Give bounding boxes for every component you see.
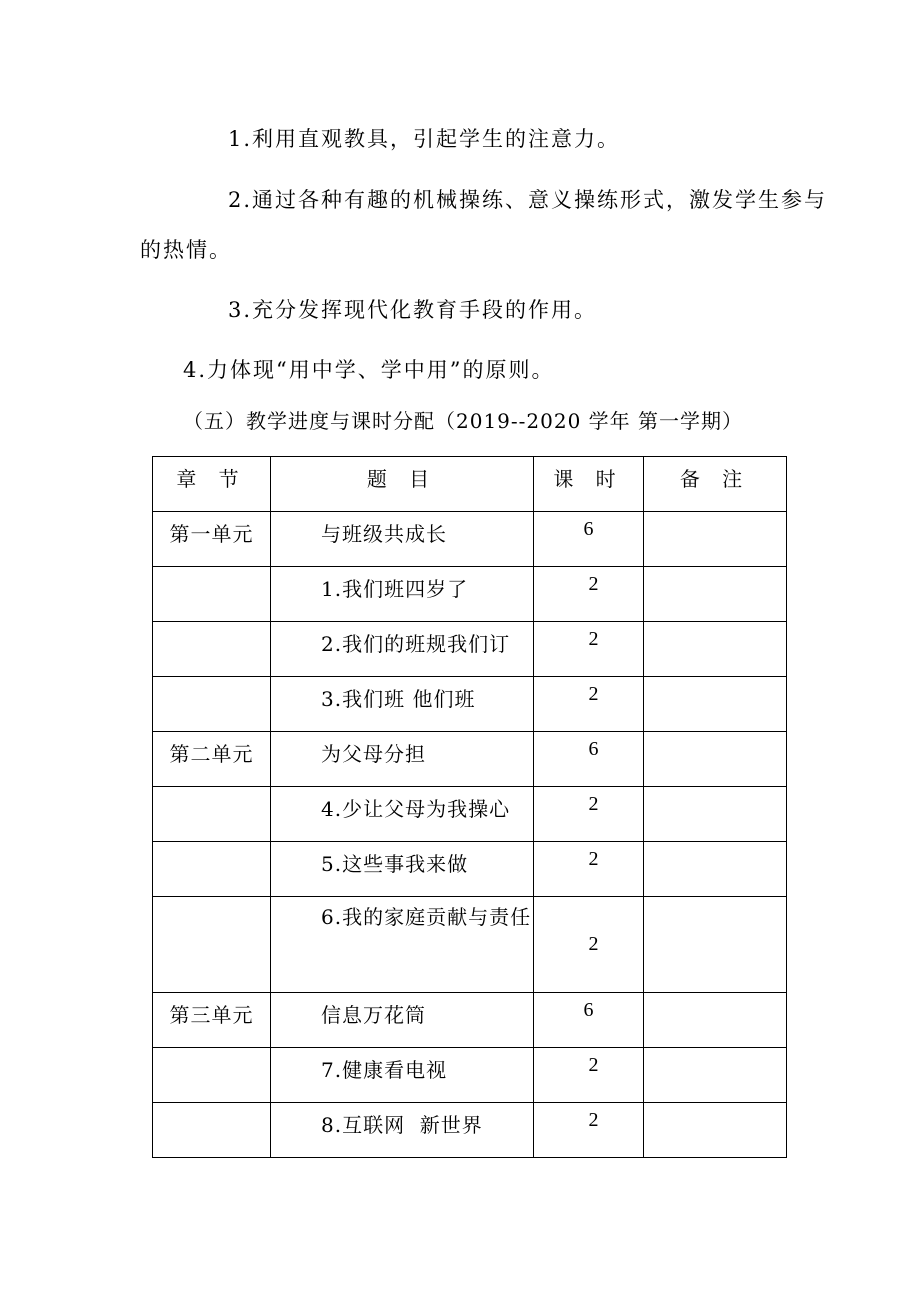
table-row bbox=[153, 787, 787, 842]
paragraph-3: 3.充分发挥现代化教育手段的作用。 bbox=[228, 298, 598, 322]
note-cell bbox=[644, 897, 787, 993]
note-cell bbox=[644, 732, 787, 787]
paragraph-1: 1.利用直观教具，引起学生的注意力。 bbox=[228, 127, 621, 151]
topic-cell: 8.互联网 新世界 bbox=[271, 1103, 534, 1158]
unit-cell bbox=[153, 567, 271, 622]
unit-cell bbox=[153, 622, 271, 677]
table-row bbox=[153, 1103, 787, 1158]
table-row bbox=[153, 622, 787, 677]
topic-cell: 6.我的家庭贡献与责任 bbox=[271, 897, 534, 993]
hours-cell: 2 bbox=[534, 622, 644, 677]
unit-cell bbox=[153, 842, 271, 897]
header-topic: 题 目 bbox=[271, 457, 534, 512]
schedule-table bbox=[152, 456, 787, 1158]
unit-cell: 第三单元 bbox=[153, 993, 271, 1048]
note-cell bbox=[644, 512, 787, 567]
note-cell bbox=[644, 842, 787, 897]
hours-cell: 2 bbox=[534, 787, 644, 842]
topic-cell: 3.我们班 他们班 bbox=[271, 677, 534, 732]
table-row bbox=[153, 1048, 787, 1103]
hours-cell: 6 bbox=[534, 732, 644, 787]
hours-cell: 2 bbox=[534, 1103, 644, 1158]
unit-cell: 第一单元 bbox=[153, 512, 271, 567]
hours-cell: 2 bbox=[534, 897, 644, 993]
unit-cell bbox=[153, 897, 271, 993]
paragraph-4: 4.力体现“用中学、学中用”的原则。 bbox=[183, 358, 555, 382]
note-cell bbox=[644, 993, 787, 1048]
note-cell bbox=[644, 622, 787, 677]
note-cell bbox=[644, 1048, 787, 1103]
topic-cell: 信息万花筒 bbox=[271, 993, 534, 1048]
topic-cell: 与班级共成长 bbox=[271, 512, 534, 567]
table-row bbox=[153, 567, 787, 622]
topic-cell: 4.少让父母为我操心 bbox=[271, 787, 534, 842]
note-cell bbox=[644, 1103, 787, 1158]
hours-cell: 2 bbox=[534, 567, 644, 622]
header-chapter: 章 节 bbox=[153, 457, 271, 512]
paragraph-2-line-2: 的热情。 bbox=[140, 238, 232, 262]
table-row bbox=[153, 897, 787, 993]
unit-cell bbox=[153, 787, 271, 842]
paragraph-2-line-1: 2.通过各种有趣的机械操练、意义操练形式，激发学生参与 bbox=[228, 188, 828, 212]
note-cell bbox=[644, 787, 787, 842]
hours-cell: 2 bbox=[534, 1048, 644, 1103]
topic-cell: 2.我们的班规我们订 bbox=[271, 622, 534, 677]
hours-cell: 2 bbox=[534, 677, 644, 732]
table-row bbox=[153, 677, 787, 732]
hours-cell: 6 bbox=[534, 993, 644, 1048]
unit-cell bbox=[153, 677, 271, 732]
hours-cell: 2 bbox=[534, 842, 644, 897]
hours-cell: 6 bbox=[534, 512, 644, 567]
unit-cell: 第二单元 bbox=[153, 732, 271, 787]
note-cell bbox=[644, 677, 787, 732]
topic-cell: 7.健康看电视 bbox=[271, 1048, 534, 1103]
section-heading: （五）教学进度与课时分配（2019--2020 学年 第一学期） bbox=[183, 409, 744, 433]
table-row bbox=[153, 732, 787, 787]
header-hours: 课 时 bbox=[534, 457, 644, 512]
header-notes: 备 注 bbox=[644, 457, 787, 512]
topic-cell: 为父母分担 bbox=[271, 732, 534, 787]
topic-cell: 5.这些事我来做 bbox=[271, 842, 534, 897]
unit-cell bbox=[153, 1048, 271, 1103]
table-row bbox=[153, 842, 787, 897]
table-row bbox=[153, 512, 787, 567]
table-row bbox=[153, 993, 787, 1048]
table-header-row bbox=[153, 457, 787, 512]
topic-cell: 1.我们班四岁了 bbox=[271, 567, 534, 622]
note-cell bbox=[644, 567, 787, 622]
unit-cell bbox=[153, 1103, 271, 1158]
